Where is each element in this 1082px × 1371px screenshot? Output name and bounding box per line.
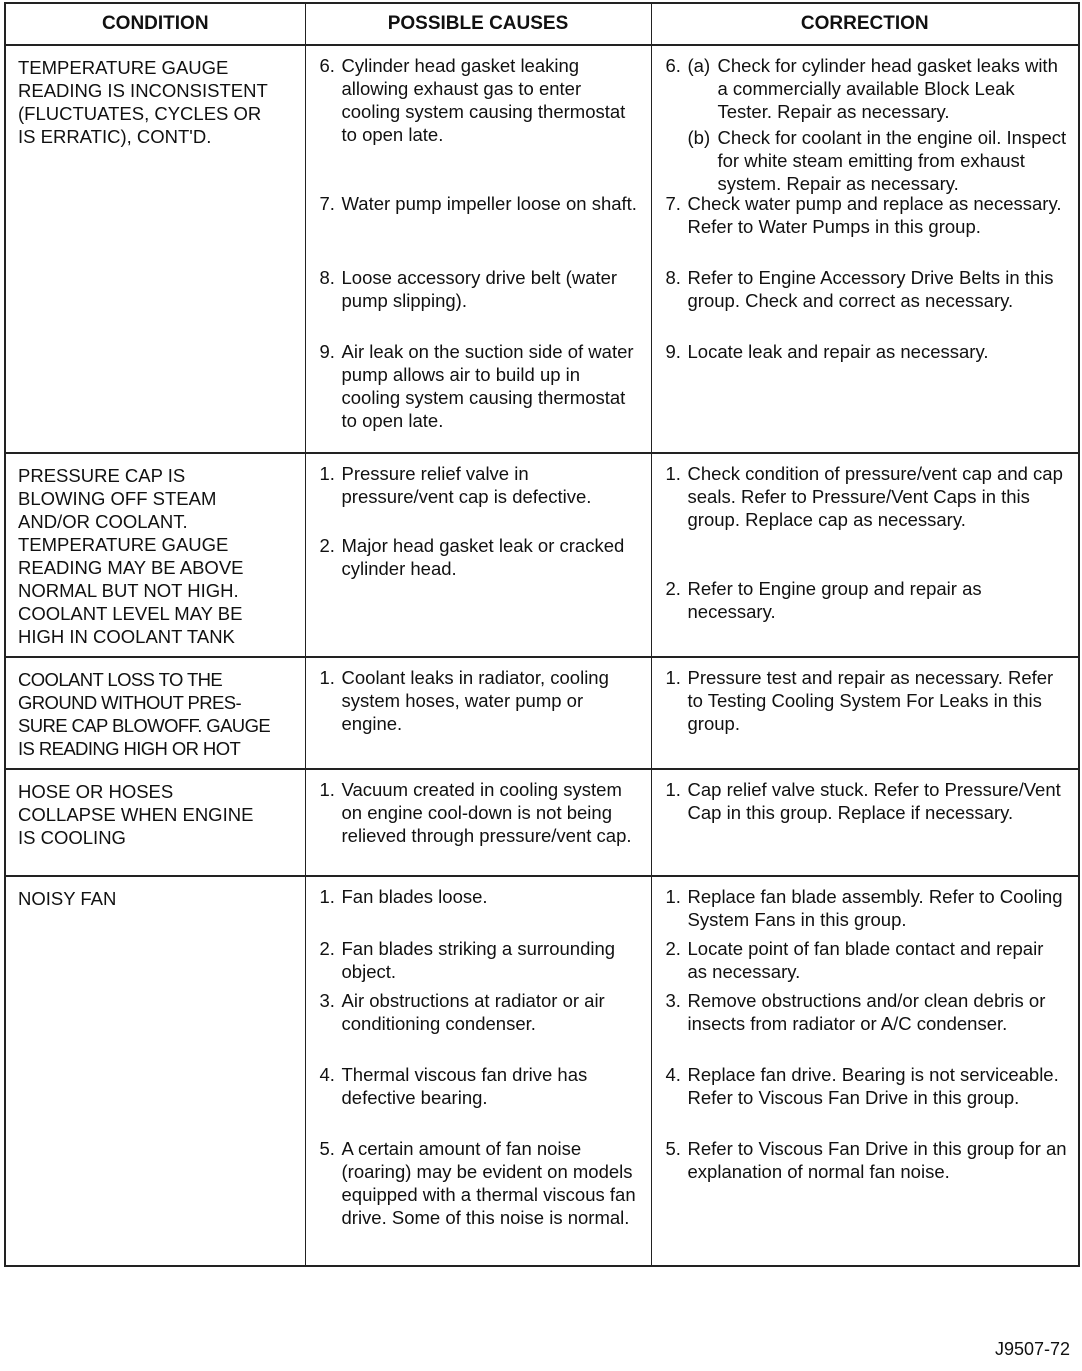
condition-cell (5, 876, 305, 1266)
causes-cell (305, 453, 651, 657)
condition-cell (5, 45, 305, 453)
table-row (5, 453, 1079, 657)
item-text: Loose accessory drive belt (water pump slipping). (341, 267, 618, 311)
item-number: 1. (319, 779, 335, 800)
item-text: Pressure test and repair as necessary. Refer to Testing Cooling System For Leaks in this group. (687, 667, 1054, 734)
item-number: 8. (319, 267, 335, 288)
diagnosis-table (4, 2, 1080, 1267)
item-text: Major head gasket leak or cracked cylinder head. (341, 535, 625, 579)
correction-item (666, 340, 1069, 363)
condition-text: PRESSURE CAP IS BLOWING OFF STEAM AND/OR COOLANT. TEMPERATURE GAUGE READING MAY BE ABOVE NORMAL BUT NOT HIGH. COOLANT LEVEL MAY BE HIGH IN COOLANT TANK (18, 465, 244, 647)
correction-item (666, 778, 1069, 824)
correction-item (666, 54, 1069, 192)
correction-item (666, 577, 1069, 623)
sub-text: Check for cylinder head gasket leaks with a commercially available Block Leak Tester. Repair as necessary. (717, 55, 1058, 122)
item-text: Coolant leaks in radiator, cooling system hoses, water pump or engine. (341, 667, 609, 734)
condition-cell (5, 453, 305, 657)
item-number: 2. (319, 535, 335, 556)
causes-cell (305, 45, 651, 453)
item-text: Air leak on the suction side of water pump allows air to build up in cooling system causing thermostat to open late. (341, 341, 634, 431)
item-text: Air obstructions at radiator or air conditioning condenser. (341, 990, 605, 1034)
cause-item (320, 340, 641, 432)
cause-item (320, 1063, 641, 1137)
figure-code: J9507-72 (994, 1339, 1070, 1359)
correction-cell (651, 769, 1079, 876)
item-number: 2. (665, 938, 681, 959)
causes-cell (305, 657, 651, 769)
item-number: 5. (319, 1138, 335, 1159)
cause-item (320, 534, 641, 580)
item-text: Cylinder head gasket leaking allowing exhaust gas to enter cooling system causing thermostat to open late. (341, 55, 626, 145)
item-text: Replace fan blade assembly. Refer to Cooling System Fans in this group. (687, 886, 1063, 930)
item-text: Fan blades striking a surrounding object. (341, 938, 616, 982)
item-text: A certain amount of fan noise (roaring) may be evident on models equipped with a thermal viscous fan drive. Some of this noise is normal. (341, 1138, 636, 1228)
correction-cell (651, 657, 1079, 769)
item-number: 9. (319, 341, 335, 362)
item-number: 4. (319, 1064, 335, 1085)
condition-text: HOSE OR HOSES COLLAPSE WHEN ENGINE IS COOLING (18, 781, 254, 848)
item-number: 3. (665, 990, 681, 1011)
item-text: Cap relief valve stuck. Refer to Pressure/Vent Cap in this group. Replace if necessary. (687, 779, 1061, 823)
item-number: 5. (665, 1138, 681, 1159)
cause-item (320, 885, 641, 937)
header-condition: CONDITION (5, 3, 305, 45)
causes-cell (305, 876, 651, 1266)
correction-cell (651, 45, 1079, 453)
correction-item (666, 1137, 1069, 1183)
sub-label: (a) (687, 55, 711, 76)
cause-item (320, 192, 641, 266)
item-number: 1. (665, 779, 681, 800)
item-text: Thermal viscous fan drive has defective bearing. (341, 1064, 588, 1108)
item-text: Refer to Engine Accessory Drive Belts in this group. Check and correct as necessary. (687, 267, 1054, 311)
item-number: 8. (665, 267, 681, 288)
item-text: Fan blades loose. (341, 886, 488, 907)
cause-item (320, 778, 641, 847)
item-number: 3. (319, 990, 335, 1011)
item-text: Locate point of fan blade contact and repair as necessary. (687, 938, 1044, 982)
table-row (5, 657, 1079, 769)
table-row (5, 876, 1079, 1266)
item-number: 2. (319, 938, 335, 959)
condition-text: NOISY FAN (18, 888, 117, 909)
item-text: Check water pump and replace as necessary. Refer to Water Pumps in this group. (687, 193, 1062, 237)
sub-text: Check for coolant in the engine oil. Inspect for white steam emitting from exhaust system. Repair as necessary. (717, 127, 1067, 194)
header-row (5, 3, 1079, 45)
item-text: Replace fan drive. Bearing is not serviceable. Refer to Viscous Fan Drive in this group. (687, 1064, 1059, 1108)
correction-item (666, 266, 1069, 340)
item-number: 6. (319, 55, 335, 76)
header-correction: CORRECTION (651, 3, 1079, 45)
item-number: 1. (665, 886, 681, 907)
cause-item (320, 266, 641, 340)
item-number: 1. (665, 463, 681, 484)
item-number: 9. (665, 341, 681, 362)
correction-cell (651, 453, 1079, 657)
cause-item (320, 937, 641, 989)
cause-item (320, 462, 641, 534)
correction-item (666, 1063, 1069, 1137)
item-text: Pressure relief valve in pressure/vent cap is defective. (341, 463, 592, 507)
cause-item (320, 666, 641, 735)
item-number: 4. (665, 1064, 681, 1085)
correction-item (666, 462, 1069, 577)
table-row (5, 45, 1079, 453)
condition-cell (5, 769, 305, 876)
item-number: 1. (319, 463, 335, 484)
item-text: Water pump impeller loose on shaft. (341, 193, 637, 214)
cause-item (320, 1137, 641, 1229)
correction-item (666, 989, 1069, 1063)
correction-item (666, 885, 1069, 937)
condition-text: TEMPERATURE GAUGE READING IS INCONSISTENT (FLUCTUATES, CYCLES OR IS ERRATIC), CONT'D. (18, 57, 268, 147)
item-number: 1. (319, 667, 335, 688)
item-text: Locate leak and repair as necessary. (687, 341, 989, 362)
item-text: Refer to Viscous Fan Drive in this group for an explanation of normal fan noise. (687, 1138, 1067, 1182)
correction-item (666, 666, 1069, 735)
correction-item (666, 937, 1069, 989)
correction-item (666, 192, 1069, 266)
item-text: Check condition of pressure/vent cap and cap seals. Refer to Pressure/Vent Caps in this group. Replace cap as necessary. (687, 463, 1063, 530)
sub-label: (b) (687, 127, 711, 148)
correction-cell (651, 876, 1079, 1266)
table-row (5, 769, 1079, 876)
cause-item (320, 54, 641, 192)
item-text: Vacuum created in cooling system on engine cool-down is not being relieved through pressure/vent cap. (341, 779, 632, 846)
cause-item (320, 989, 641, 1063)
item-number: 1. (665, 667, 681, 688)
causes-cell (305, 769, 651, 876)
condition-cell (5, 657, 305, 769)
item-number: 1. (319, 886, 335, 907)
header-causes: POSSIBLE CAUSES (305, 3, 651, 45)
item-number: 7. (665, 193, 681, 214)
item-number: 2. (665, 578, 681, 599)
condition-text: COOLANT LOSS TO THE GROUND WITHOUT PRES- SURE CAP BLOWOFF. GAUGE IS READING HIGH OR HOT (18, 669, 271, 759)
item-text: Remove obstructions and/or clean debris or insects from radiator or A/C condenser. (687, 990, 1046, 1034)
item-text: Refer to Engine group and repair as necessary. (687, 578, 982, 622)
item-number: 7. (319, 193, 335, 214)
item-number: 6. (665, 55, 681, 76)
